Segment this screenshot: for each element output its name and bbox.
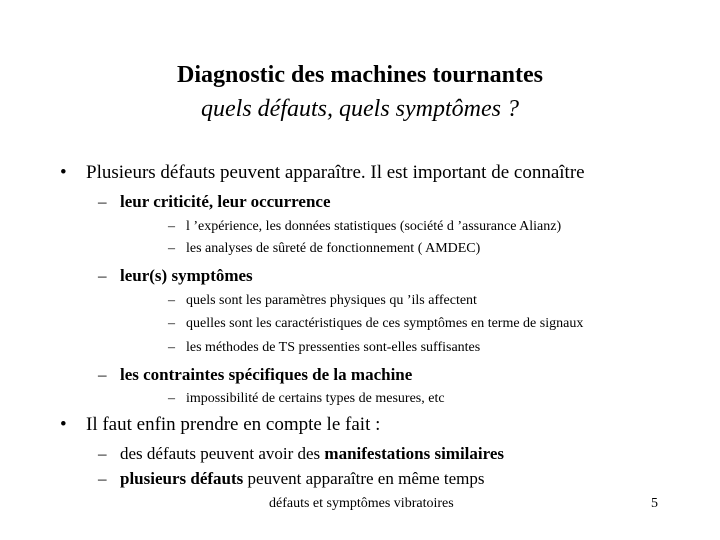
detail-text: impossibilité de certains types de mesures, etc [186, 391, 445, 406]
dash-marker: – [168, 219, 175, 234]
detail-item-parametres [168, 293, 477, 309]
title-line-2: quels défauts, quels symptômes ? [201, 96, 519, 122]
sub-item-text-plain: des défauts peuvent avoir des [120, 444, 321, 463]
bullet-text: Plusieurs défauts peuvent apparaître. Il est important de connaître [86, 162, 585, 183]
detail-item-methodes [168, 340, 480, 356]
detail-item-amdec [168, 241, 480, 257]
dash-marker: – [98, 266, 107, 285]
dash-marker: – [168, 340, 175, 355]
bullet-marker: • [60, 414, 67, 435]
title-line-1: Diagnostic des machines tournantes [176, 62, 543, 88]
detail-text: les analyses de sûreté de fonctionnement ( AMDEC) [186, 241, 481, 256]
dash-marker: – [98, 365, 107, 384]
dash-marker: – [168, 391, 175, 406]
sub-item-text: leur criticité, leur occurrence [120, 192, 331, 211]
bullet-item-1 [60, 162, 585, 184]
dash-marker: – [98, 444, 107, 463]
sub-item-text-bold: plusieurs défauts [120, 469, 244, 488]
sub-item-contraintes [98, 365, 412, 385]
dash-marker: – [98, 469, 107, 488]
detail-item-caracteristiques [168, 316, 583, 332]
bullet-item-2 [60, 414, 380, 436]
slide-title [0, 58, 720, 126]
dash-marker: – [98, 192, 107, 211]
detail-text: quelles sont les caractéristiques de ces symptômes en terme de signaux [186, 316, 584, 331]
detail-text: les méthodes de TS pressenties sont-elles suffisantes [186, 340, 481, 355]
bullet-marker: • [60, 162, 67, 183]
sub-item-manifestations [98, 444, 504, 464]
dash-marker: – [168, 241, 175, 256]
sub-item-text-bold: manifestations similaires [324, 444, 505, 463]
sub-item-text-plain: peuvent apparaître en même temps [247, 469, 485, 488]
page-number: 5 [651, 496, 658, 511]
dash-marker: – [168, 293, 175, 308]
dash-marker: – [168, 316, 175, 331]
detail-item-impossibilite [168, 391, 445, 407]
detail-item-experience [168, 219, 561, 235]
sub-item-symptomes [98, 266, 253, 286]
detail-text: quels sont les paramètres physiques qu ’ils affectent [186, 293, 477, 308]
sub-item-text: leur(s) symptômes [120, 266, 253, 285]
sub-item-text: les contraintes spécifiques de la machine [120, 365, 413, 384]
sub-item-criticite [98, 192, 331, 212]
bullet-text: Il faut enfin prendre en compte le fait : [86, 414, 381, 435]
sub-item-plusieurs [98, 469, 485, 489]
footer-text: défauts et symptômes vibratoires [269, 496, 454, 511]
detail-text: l ’expérience, les données statistiques (société d ’assurance Alianz) [186, 219, 562, 234]
